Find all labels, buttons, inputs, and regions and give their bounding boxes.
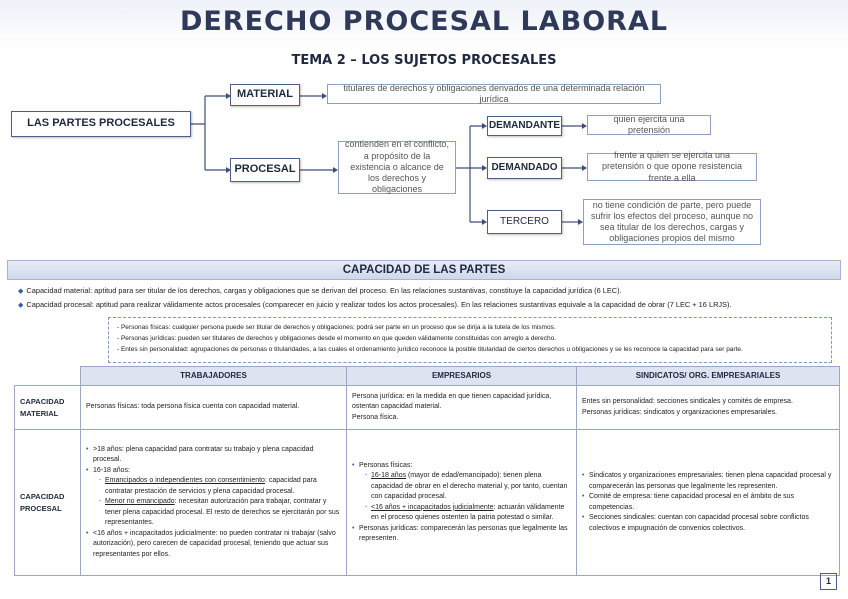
trabajadores-menor-16: • <16 años + incapacitados judicialmente: no pueden contratar ni trabajar (salvo autorización), pero carecen de capacidad procesal, teniendo que actuar sus representantes por ellos. <box>86 529 341 561</box>
node-demandado: DEMANDADO <box>487 157 562 179</box>
sindicatos-organizaciones: • Sindicatos y organizaciones empresariales: tienen plena capacidad procesal y comparecerán las personas que legalmente les representen. <box>582 471 834 492</box>
capacidad-procesal-text: Capacidad procesal: aptitud para realizar válidamente actos procesales (comparecer en juicio y realizar todos los actos procesales). En las relaciones sustantivas equivale a la capacidad de obrar (7 LEC + 16 LRJS). <box>26 300 732 309</box>
empresarios-menor-16-label: <16 años + incapacitados judicialmente <box>371 503 494 511</box>
sindicatos-secciones: • Secciones sindicales: cuentan con capacidad procesal sobre conflictos colectivos e impugnación de convenios colectivos. <box>582 513 834 534</box>
row-capacidad-material: CAPACIDAD MATERIAL <box>15 386 81 430</box>
note-personas-fisicas: - Personas físicas: cualquier persona puede ser titular de derechos y obligaciones; podrá ser parte en un proceso que se dirija a la tutela de los mismos. <box>117 324 556 331</box>
cell-sindicatos-procesal <box>577 430 840 576</box>
node-procesal-desc: contienden en el conflicto, a propósito de la existencia o alcance de los derechos y obligaciones <box>338 141 456 194</box>
node-demandante-desc: quien ejercita una pretensión <box>587 115 711 135</box>
notes-box <box>108 317 832 363</box>
sindicatos-material-juridicas: Personas jurídicas: sindicatos y organizaciones empresariales. <box>582 408 777 416</box>
capacidad-material-text: Capacidad material: aptitud para ser titular de los derechos, cargas y obligaciones que se derivan del proceso. En las relaciones sustantivas, constituye la capacidad jurídica (6 LEC). <box>26 286 622 295</box>
page-subtitle: TEMA 2 – LOS SUJETOS PROCESALES <box>291 53 557 68</box>
cell-trabajadores-material: Personas físicas: toda persona física cuenta con capacidad material. <box>81 386 347 430</box>
col-empresarios: EMPRESARIOS <box>347 367 577 386</box>
empresarios-16-18 <box>365 471 571 503</box>
note-personas-juridicas: - Personas jurídicas: pueden ser titulares de derechos y obligaciones desde el momento en que queden válidamente constituidas con arreglo a derecho. <box>117 335 557 342</box>
cell-sindicatos-material <box>577 386 840 430</box>
page-title: DERECHO PROCESAL LABORAL <box>179 6 669 37</box>
sindicatos-material-entes: Entes sin personalidad: secciones sindicales y comités de empresa. <box>582 398 793 405</box>
empresarios-personas-fisicas <box>352 461 571 524</box>
no-emancipado-text: : necesitan autorización para trabajar, contratar y tener plena capacidad procesal. El resto de derechos se ejercitarán por sus representantes. <box>105 498 340 527</box>
capacidad-procesal-bullet: ◆ Capacidad procesal: aptitud para realizar válidamente actos procesales (comparecer en juicio y realizar todos los actos procesales). En las relaciones sustantivas equivale a la capacidad de obrar (7 LEC + 16 LRJS). <box>18 300 732 309</box>
empresarios-16-18-label: 16-18 años <box>371 472 407 479</box>
capacidad-table <box>14 366 840 576</box>
trabajadores-emancipados <box>99 476 341 497</box>
cell-empresarios-procesal <box>347 430 577 576</box>
capacidad-material-bullet: ◆ Capacidad material: aptitud para ser titular de los derechos, cargas y obligaciones que se derivan del proceso. En las relaciones sustantivas, constituye la capacidad jurídica (6 LEC). <box>18 286 622 295</box>
trabajadores-16-18 <box>86 466 341 529</box>
empresarios-fisicas-label: Personas físicas: <box>359 461 413 469</box>
empresarios-16-18-text: (mayor de edad/emancipado): tienen plena capacidad de obrar en el derecho material y, por tanto, cuentan con capacidad procesal. <box>371 472 568 500</box>
node-material: MATERIAL <box>230 84 300 106</box>
node-demandante: DEMANDANTE <box>487 116 562 136</box>
page-number: 1 <box>820 573 837 590</box>
emancipados-label: Emancipados o independientes con consentimiento <box>105 477 265 485</box>
node-demandado-desc: frente a quien se ejercita una pretensión o que opone resistencia frente a ella <box>587 153 757 181</box>
capacidad-heading: CAPACIDAD DE LAS PARTES <box>7 260 841 280</box>
row-capacidad-procesal: CAPACIDAD PROCESAL <box>15 430 81 576</box>
sindicatos-comite-empresa: • Comité de empresa: tiene capacidad procesal en el ámbito de sus competencias. <box>582 492 834 513</box>
empresarios-material-juridica: Persona jurídica: en la medida en que tienen capacidad jurídica, ostentan capacidad material. <box>352 392 552 411</box>
col-sindicatos: SINDICATOS/ ORG. EMPRESARIALES <box>577 367 840 386</box>
empresarios-menor-16 <box>365 503 571 524</box>
node-tercero-desc: no tiene condición de parte, pero puede sufrir los efectos del proceso, aunque no sea titular de los derechos, cargas y obligaciones propios del mismo <box>583 199 761 245</box>
cell-empresarios-material <box>347 386 577 430</box>
node-material-desc: titulares de derechos y obligaciones derivados de una determinada relación jurídica <box>327 84 661 104</box>
col-trabajadores: TRABAJADORES <box>81 367 347 386</box>
empresarios-menor-16-text: : actuarán válidamente en el proceso quienes ostenten la patria potestad o similar. <box>371 503 565 521</box>
trabajadores-16-18-label: 16-18 años: <box>93 466 130 474</box>
root-node-partes-procesales: LAS PARTES PROCESALES <box>11 111 191 137</box>
empresarios-personas-juridicas: • Personas jurídicas: comparecerán las personas que legalmente las representen. <box>352 524 571 545</box>
empresarios-material-fisica: Persona física. <box>352 413 399 421</box>
cell-trabajadores-procesal <box>81 430 347 576</box>
no-emancipado-label: Menor no emancipado <box>105 498 175 506</box>
trabajadores-no-emancipado <box>99 497 341 529</box>
table-corner <box>15 367 81 386</box>
note-entes-sin-personalidad: - Entes sin personalidad: agrupaciones de personas o titularidades, a las cuales el ordenamiento jurídico reconoce la posible titularidad de ciertos derechos u obligaciones y se les reconoce la capacidad para ser parte. <box>117 346 743 353</box>
emancipados-text: : capacidad para contratar prestación de servicios y plena capacidad procesal. <box>105 477 317 495</box>
node-tercero: TERCERO <box>487 210 562 234</box>
trabajadores-mayor-18: • >18 años: plena capacidad para contratar su trabajo y plena capacidad procesal. <box>86 445 341 466</box>
node-procesal: PROCESAL <box>230 158 300 182</box>
